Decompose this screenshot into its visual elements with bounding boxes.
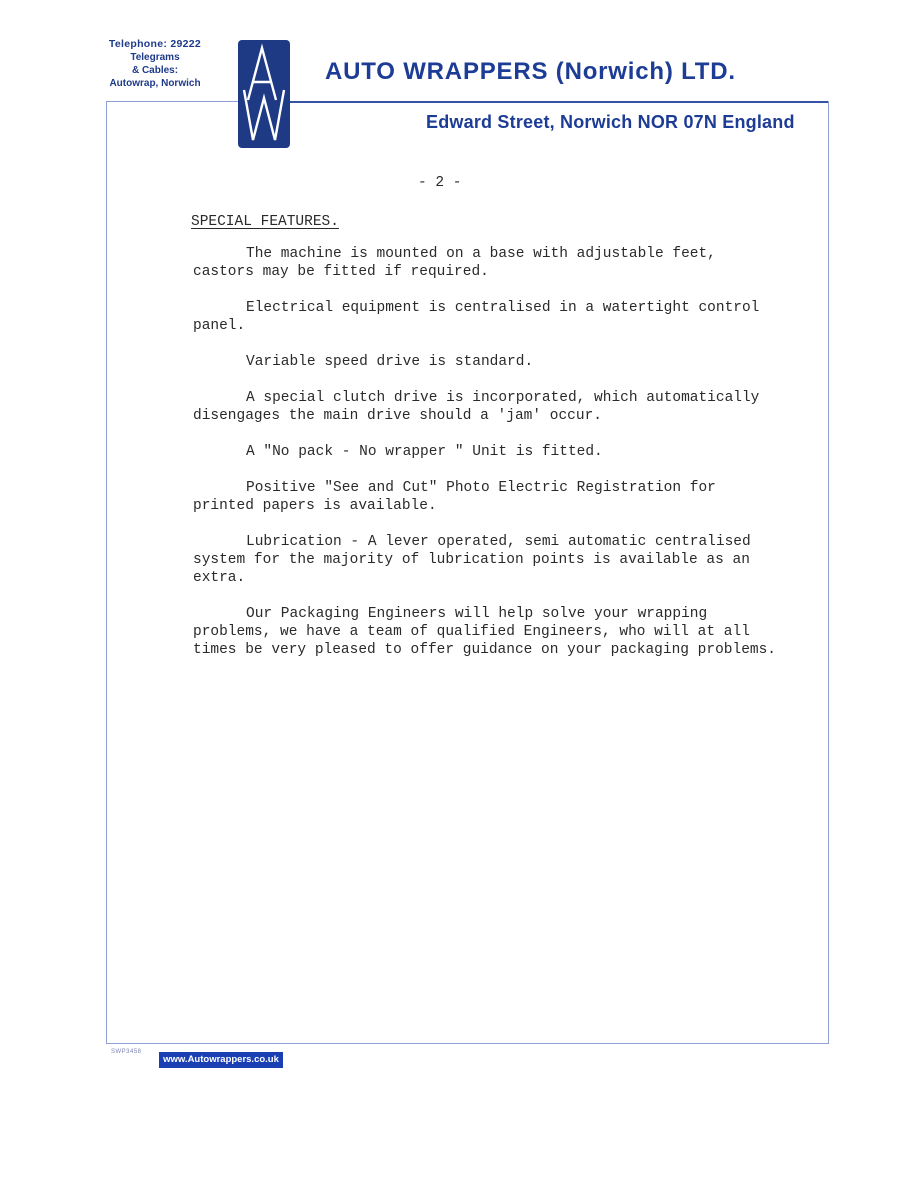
telegrams-line-3: Autowrap, Norwich (109, 78, 201, 89)
paragraph-line: Variable speed drive is standard. (246, 354, 534, 370)
paragraph-line: times be very pleased to offer guidance on your packaging problems. (193, 642, 776, 658)
paragraph-line: panel. (193, 318, 246, 334)
letter-body (193, 245, 793, 677)
frame-top-left-rule (106, 101, 238, 102)
paragraph-line: Electrical equipment is centralised in a watertight control (246, 300, 760, 316)
website-link[interactable]: www.Autowrappers.co.uk (159, 1052, 283, 1068)
telegrams-line-2: & Cables: (131, 65, 179, 76)
body-paragraph (193, 353, 793, 371)
paragraph-line: A special clutch drive is incorporated, which automatically (246, 390, 760, 406)
form-code: SWP3458 (111, 1049, 142, 1055)
paragraph-line: printed papers is available. (193, 498, 437, 514)
frame-right-rule (828, 101, 829, 1043)
contact-details (88, 38, 222, 90)
paragraph-line: extra. (193, 570, 246, 586)
telephone-text: Telephone: 29222 (108, 38, 202, 50)
paragraph-line: Positive "See and Cut" Photo Electric Registration for (246, 480, 716, 496)
body-paragraph (193, 605, 793, 659)
paragraph-line: system for the majority of lubrication points is available as an (193, 552, 750, 568)
paragraph-line: Lubrication - A lever operated, semi automatic centralised (246, 534, 751, 550)
paragraph-line: The machine is mounted on a base with adjustable feet, (246, 246, 716, 262)
body-paragraph (193, 389, 793, 425)
body-paragraph (193, 479, 793, 515)
aw-logo (238, 40, 290, 148)
paragraph-line: Our Packaging Engineers will help solve your wrapping (246, 606, 708, 622)
paragraph-line: A "No pack - No wrapper " Unit is fitted. (246, 444, 603, 460)
section-heading: SPECIAL FEATURES. (191, 214, 339, 230)
body-paragraph (193, 245, 793, 281)
aw-monogram-icon (238, 40, 290, 148)
paragraph-line: problems, we have a team of qualified Engineers, who will at all (193, 624, 750, 640)
paragraph-line: castors may be fitted if required. (193, 264, 489, 280)
frame-bottom-rule (106, 1043, 829, 1044)
letterhead-rule (290, 101, 828, 103)
company-address: Edward Street, Norwich NOR 07N England (426, 112, 795, 132)
body-paragraph (193, 299, 793, 335)
page-number: - 2 - (418, 175, 462, 191)
paragraph-line: disengages the main drive should a 'jam' occur. (193, 408, 602, 424)
company-name: AUTO WRAPPERS (Norwich) LTD. (325, 58, 736, 85)
body-paragraph (193, 443, 793, 461)
frame-left-rule (106, 101, 107, 1043)
body-paragraph (193, 533, 793, 587)
telegrams-line-1: Telegrams (130, 52, 180, 63)
